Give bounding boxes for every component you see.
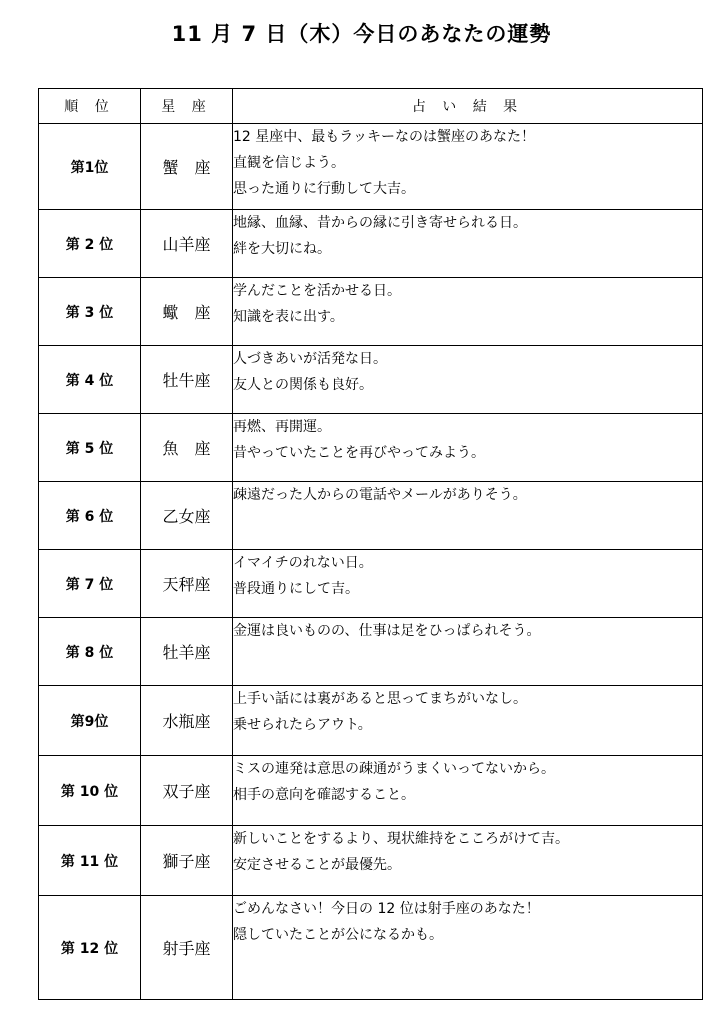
rank-cell: 第 7 位 — [39, 550, 141, 618]
sign-cell: 蟹 座 — [141, 124, 233, 210]
result-line: 金運は良いものの、仕事は足をひっぱられそう。 — [233, 623, 541, 639]
table-row — [39, 346, 703, 414]
result-line: 地縁、血縁、昔からの縁に引き寄せられる日。 — [233, 215, 527, 231]
fortune-table — [38, 88, 703, 1000]
result-line: 直観を信じよう。 — [233, 155, 345, 171]
table-row — [39, 686, 703, 756]
result-line: 上手い話には裏があると思ってまちがいなし。 — [233, 691, 527, 707]
table-row — [39, 278, 703, 346]
sign-cell: 天秤座 — [141, 550, 233, 618]
table-row — [39, 550, 703, 618]
sign-cell: 牡牛座 — [141, 346, 233, 414]
sign-cell: 蠍 座 — [141, 278, 233, 346]
result-line: 昔やっていたことを再びやってみよう。 — [233, 445, 485, 461]
result-line: 思った通りに行動して大吉。 — [233, 181, 415, 197]
rank-cell: 第 5 位 — [39, 414, 141, 482]
result-line: 新しいことをするより、現状維持をこころがけて吉。 — [233, 831, 569, 847]
sign-cell: 牡羊座 — [141, 618, 233, 686]
result-line: 安定させることが最優先。 — [233, 857, 401, 873]
header-sign: 星 座 — [141, 89, 233, 124]
table-row — [39, 896, 703, 1000]
rank-cell: 第 2 位 — [39, 210, 141, 278]
result-line: 相手の意向を確認すること。 — [233, 787, 415, 803]
result-line: 疎遠だった人からの電話やメールがありそう。 — [233, 487, 527, 503]
rank-cell: 第 6 位 — [39, 482, 141, 550]
result-line: 再燃、再開運。 — [233, 419, 331, 435]
page-title: 11 月 7 日（木）今日のあなたの運勢 — [171, 22, 552, 46]
rank-cell: 第 10 位 — [39, 756, 141, 826]
result-cell — [233, 482, 703, 550]
result-cell — [233, 826, 703, 896]
result-line: 隠していたことが公になるかも。 — [233, 927, 443, 943]
result-line: イマイチのれない日。 — [233, 555, 373, 571]
result-cell — [233, 686, 703, 756]
rank-cell: 第 12 位 — [39, 896, 141, 1000]
table-row — [39, 124, 703, 210]
result-cell — [233, 346, 703, 414]
sign-cell: 双子座 — [141, 756, 233, 826]
result-line: 乗せられたらアウト。 — [233, 717, 372, 733]
sign-cell: 射手座 — [141, 896, 233, 1000]
result-line: 絆を大切にね。 — [233, 241, 331, 257]
result-line: ごめんなさい！今日の 12 位は射手座のあなた！ — [233, 901, 540, 917]
table-row — [39, 618, 703, 686]
rank-cell: 第1位 — [39, 124, 141, 210]
sign-cell: 山羊座 — [141, 210, 233, 278]
rank-cell: 第9位 — [39, 686, 141, 756]
sign-cell: 獅子座 — [141, 826, 233, 896]
sign-cell: 魚 座 — [141, 414, 233, 482]
rank-cell: 第 11 位 — [39, 826, 141, 896]
table-row — [39, 482, 703, 550]
table-row — [39, 756, 703, 826]
result-line: 学んだことを活かせる日。 — [233, 283, 401, 299]
result-cell — [233, 124, 703, 210]
sign-cell: 乙女座 — [141, 482, 233, 550]
rank-cell: 第 4 位 — [39, 346, 141, 414]
header-result: 占 い 結 果 — [233, 89, 703, 124]
result-line: ミスの連発は意思の疎通がうまくいってないから。 — [233, 761, 555, 777]
table-header-row — [39, 89, 703, 124]
result-cell — [233, 618, 703, 686]
result-cell — [233, 896, 703, 1000]
result-cell — [233, 278, 703, 346]
result-line: 普段通りにして吉。 — [233, 581, 359, 597]
header-rank: 順 位 — [39, 89, 141, 124]
result-line: 12 星座中、最もラッキーなのは蟹座のあなた！ — [233, 129, 535, 145]
table-row — [39, 414, 703, 482]
result-cell — [233, 210, 703, 278]
result-line: 人づきあいが活発な日。 — [233, 351, 387, 367]
result-cell — [233, 550, 703, 618]
result-cell — [233, 756, 703, 826]
result-cell — [233, 414, 703, 482]
table-row — [39, 210, 703, 278]
result-line: 知識を表に出す。 — [233, 309, 344, 325]
sign-cell: 水瓶座 — [141, 686, 233, 756]
rank-cell: 第 8 位 — [39, 618, 141, 686]
rank-cell: 第 3 位 — [39, 278, 141, 346]
result-line: 友人との関係も良好。 — [233, 377, 373, 393]
table-row — [39, 826, 703, 896]
